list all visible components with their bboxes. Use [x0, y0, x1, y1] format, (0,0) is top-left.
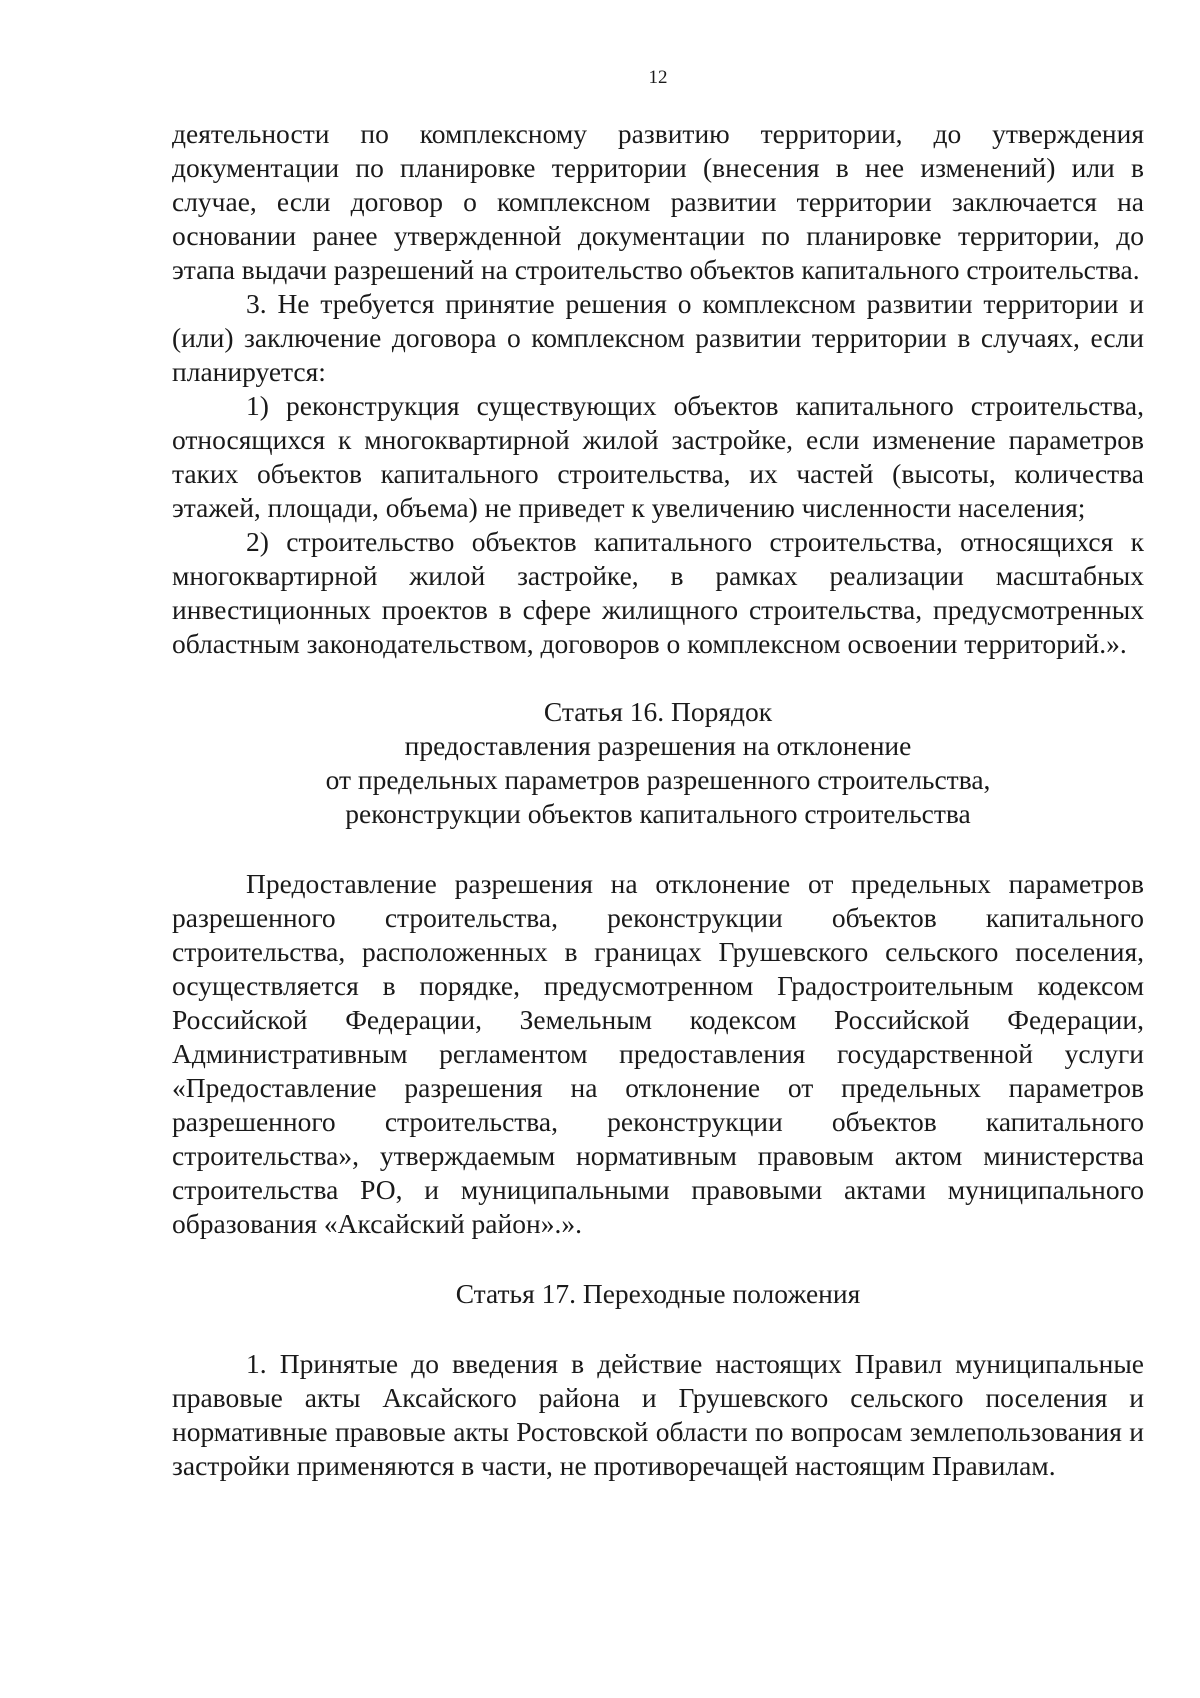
- paragraph-continuation: деятельности по комплексному развитию территории, до утверждения документации по планировке территории (внесения в нее изменений) или в случае, если договор о комплексном развитии территории заключается на основании ранее утвержденной документации по планировке территории, до этапа выдачи разрешений на строительство объектов капитального строительства.: [172, 118, 1144, 285]
- paragraph-item-3-2: 2) строительство объектов капитального строительства, относящихся к многоквартирной жилой застройке, в рамках реализации масштабных инвестиционных проектов в сфере жилищного строительства, предусмотренных областным законодательством, договоров о комплексном освоении территорий.».: [172, 526, 1144, 659]
- article-16-heading: [172, 695, 1144, 831]
- article-16-heading-line: реконструкции объектов капитального строительства: [345, 798, 971, 829]
- page-number: 12: [648, 67, 668, 88]
- spacer: [172, 1241, 1144, 1277]
- article-16-heading-line: предоставления разрешения на отклонение: [404, 730, 912, 761]
- spacer: [172, 1311, 1144, 1347]
- article-17-paragraph-item-1: 1. Принятые до введения в действие настоящих Правил муниципальные правовые акты Аксайского района и Грушевского сельского поселения и нормативные правовые акты Ростовской области по вопросам землепользования и застройки применяются в части, не противоречащей настоящим Правилам.: [172, 1348, 1144, 1481]
- paragraph-item-3: 3. Не требуется принятие решения о комплексном развитии территории и (или) заключение договора о комплексном развитии территории в случаях, если планируется:: [172, 288, 1144, 387]
- article-16-heading-line: от предельных параметров разрешенного строительства,: [325, 764, 991, 795]
- article-17-heading: Статья 17. Переходные положения: [455, 1278, 861, 1309]
- spacer: [172, 661, 1144, 695]
- article-16-heading-line: Статья 16. Порядок: [543, 696, 773, 727]
- paragraph-item-3-1: 1) реконструкция существующих объектов капитального строительства, относящихся к многоквартирной жилой застройке, если изменение параметров таких объектов капитального строительства, их частей (высоты, количества этажей, площади, объема) не приведет к увеличению численности населения;: [172, 390, 1144, 523]
- spacer: [172, 831, 1144, 867]
- document-body: [172, 117, 1144, 1483]
- article-16-paragraph: Предоставление разрешения на отклонение от предельных параметров разрешенного строительства, реконструкции объектов капитального строительства, расположенных в границах Грушевского сельского поселения, осуществляется в порядке, предусмотренном Градостроительным кодексом Российской Федерации, Земельным кодексом Российской Федерации, Административным регламентом предоставления государственной услуги «Предоставление разрешения на отклонение от предельных параметров разрешенного строительства, реконструкции объектов капитального строительства», утверждаемым нормативным правовым актом министерства строительства РО, и муниципальными правовыми актами муниципального образования «Аксайский район».».: [172, 868, 1144, 1239]
